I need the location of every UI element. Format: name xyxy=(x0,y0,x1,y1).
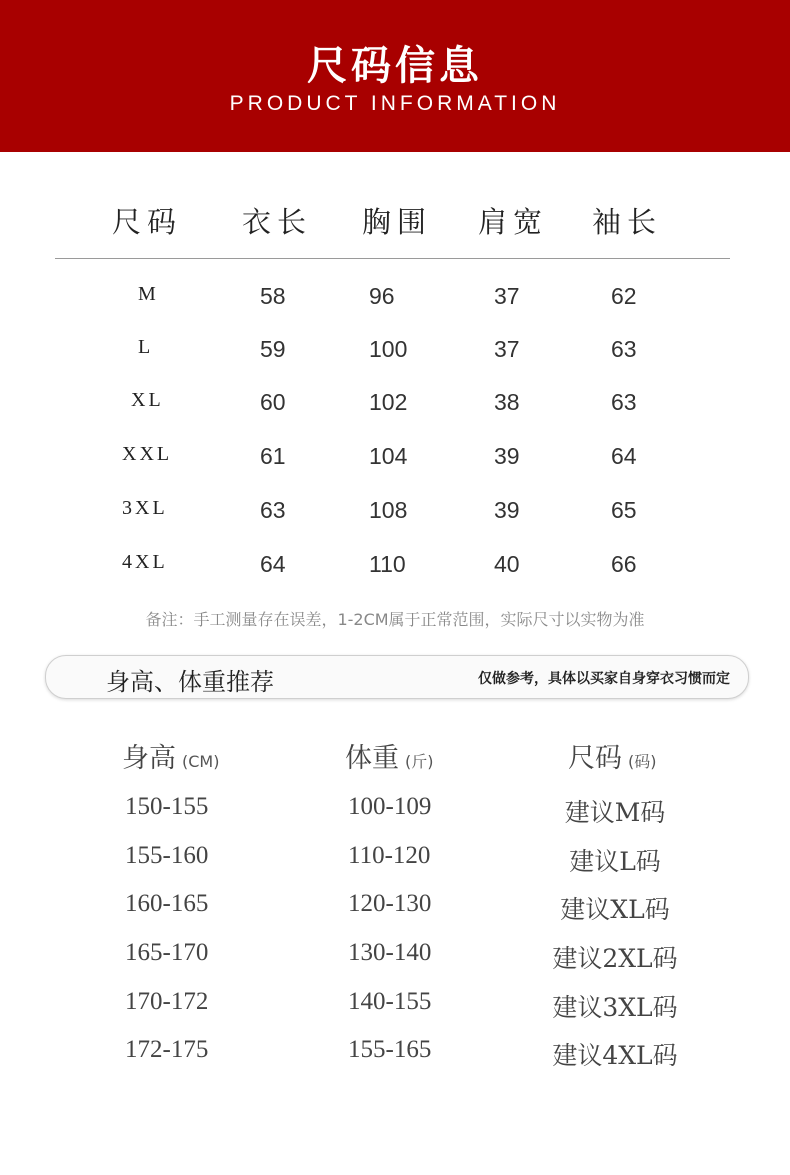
length-cell: 60 xyxy=(260,389,286,415)
table-row xyxy=(0,283,790,313)
list-item xyxy=(0,793,790,825)
weight-range: 130-140 xyxy=(348,939,432,966)
height-range: 160-165 xyxy=(125,890,209,917)
length-cell: 63 xyxy=(260,497,286,523)
size-cell: XXL xyxy=(122,443,173,465)
weight-range: 155-165 xyxy=(348,1036,432,1063)
chest-cell: 110 xyxy=(369,551,406,577)
suggested-size: 建议3XL码 xyxy=(552,993,678,1022)
suggested-size: 建议M码 xyxy=(564,798,666,827)
size-cell: L xyxy=(138,336,154,358)
recommend-disclaimer: 仅做参考，具体以买家自身穿衣习惯而定 xyxy=(478,671,730,687)
table-row xyxy=(0,389,790,419)
header-weight-label: 体重 xyxy=(345,743,399,774)
chest-cell: 96 xyxy=(369,283,395,309)
weight-range: 140-155 xyxy=(348,988,432,1015)
shoulder-cell: 38 xyxy=(494,389,520,415)
length-cell: 61 xyxy=(260,443,286,469)
header-length: 衣长 xyxy=(242,205,313,239)
list-item xyxy=(0,890,790,922)
height-range: 170-172 xyxy=(125,988,209,1015)
header-size-unit: (码) xyxy=(628,752,657,771)
shoulder-cell: 39 xyxy=(494,497,520,523)
recommend-section-header xyxy=(45,655,749,699)
list-item xyxy=(0,988,790,1020)
size-table-header xyxy=(0,200,790,244)
header-weight xyxy=(345,736,434,775)
chest-cell: 104 xyxy=(369,443,408,469)
sleeve-cell: 63 xyxy=(611,389,637,415)
length-cell: 64 xyxy=(260,551,286,577)
sleeve-cell: 64 xyxy=(611,443,637,469)
header-size: 尺码 xyxy=(112,205,183,239)
sleeve-cell: 66 xyxy=(611,551,637,577)
size-cell: 4XL xyxy=(122,551,168,573)
weight-range: 110-120 xyxy=(348,842,431,869)
table-row xyxy=(0,336,790,366)
size-cell: 3XL xyxy=(122,497,168,519)
length-cell: 58 xyxy=(260,283,286,309)
shoulder-cell: 39 xyxy=(494,443,520,469)
suggested-size: 建议L码 xyxy=(569,847,661,876)
list-item xyxy=(0,939,790,971)
table-row xyxy=(0,551,790,581)
height-range: 172-175 xyxy=(125,1036,209,1063)
sleeve-cell: 62 xyxy=(611,283,637,309)
size-cell: XL xyxy=(131,389,164,411)
sleeve-cell: 65 xyxy=(611,497,637,523)
header-banner xyxy=(0,0,790,152)
measurement-note: 备注：手工测量存在误差，1-2CM属于正常范围，实际尺寸以实物为准 xyxy=(145,610,645,629)
table-row xyxy=(0,497,790,527)
height-range: 165-170 xyxy=(125,939,209,966)
shoulder-cell: 37 xyxy=(494,336,520,362)
shoulder-cell: 40 xyxy=(494,551,520,577)
chest-cell: 108 xyxy=(369,497,408,523)
table-row xyxy=(0,443,790,473)
header-suggest-size xyxy=(568,736,657,775)
suggested-size: 建议XL码 xyxy=(560,895,670,924)
recommend-table-header xyxy=(0,736,790,776)
size-cell: M xyxy=(138,283,159,305)
header-divider xyxy=(55,258,730,259)
page-title: 尺码信息 xyxy=(307,43,483,89)
header-weight-unit: (斤) xyxy=(405,752,434,771)
length-cell: 59 xyxy=(260,336,286,362)
header-size-label: 尺码 xyxy=(568,743,622,774)
weight-range: 100-109 xyxy=(348,793,432,820)
height-range: 150-155 xyxy=(125,793,209,820)
shoulder-cell: 37 xyxy=(494,283,520,309)
list-item xyxy=(0,842,790,874)
header-sleeve: 袖长 xyxy=(592,205,663,239)
list-item xyxy=(0,1036,790,1068)
header-height-unit: (CM) xyxy=(182,752,220,771)
header-shoulder: 肩宽 xyxy=(478,205,549,239)
header-chest: 胸围 xyxy=(362,205,433,239)
header-height xyxy=(122,736,219,775)
suggested-size: 建议2XL码 xyxy=(552,944,678,973)
chest-cell: 102 xyxy=(369,389,408,415)
chest-cell: 100 xyxy=(369,336,408,362)
recommend-title: 身高、体重推荐 xyxy=(106,668,274,696)
page-subtitle: PRODUCT INFORMATION xyxy=(229,92,561,115)
suggested-size: 建议4XL码 xyxy=(552,1041,678,1070)
height-range: 155-160 xyxy=(125,842,209,869)
weight-range: 120-130 xyxy=(348,890,432,917)
header-height-label: 身高 xyxy=(122,743,176,774)
sleeve-cell: 63 xyxy=(611,336,637,362)
